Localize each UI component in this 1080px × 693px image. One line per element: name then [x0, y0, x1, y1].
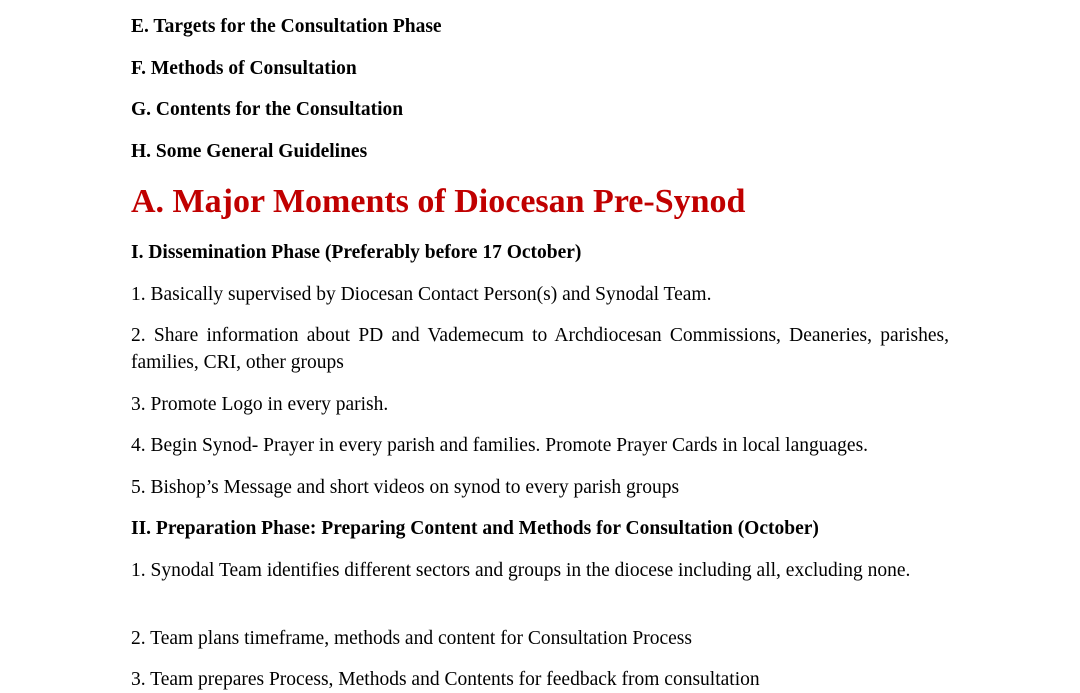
toc-item-methods: F. Methods of Consultation — [131, 58, 357, 79]
phase-1-item: 4. Begin Synod- Prayer in every parish and families. Promote Prayer Cards in local languages. — [131, 435, 869, 456]
phase-1-item: 5. Bishop’s Message and short videos on synod to every parish groups — [131, 477, 680, 498]
phase-2-item: 1. Synodal Team identifies different sectors and groups in the diocese including all, excluding none. — [131, 560, 911, 581]
phase-1-title: I. Dissemination Phase (Preferably before 17 October) — [131, 242, 582, 263]
toc-item-contents: G. Contents for the Consultation — [131, 99, 404, 120]
phase-2-title: II. Preparation Phase: Preparing Content and Methods for Consultation (October) — [131, 518, 819, 539]
phase-1-item: 1. Basically supervised by Diocesan Contact Person(s) and Synodal Team. — [131, 284, 712, 305]
phase-2-item: 3. Team prepares Process, Methods and Contents for feedback from consultation — [131, 669, 760, 690]
toc-item-targets: E. Targets for the Consultation Phase — [131, 16, 442, 37]
toc-item-guidelines: H. Some General Guidelines — [131, 141, 368, 162]
phase-1-item: 2. Share information about PD and Vademecum to Archdiocesan Commissions, Deaneries, parishes, families, CRI, other groups — [131, 325, 949, 373]
section-heading: A. Major Moments of Diocesan Pre-Synod — [131, 183, 746, 220]
phase-2-item: 2. Team plans timeframe, methods and content for Consultation Process — [131, 628, 692, 649]
phase-1-item: 3. Promote Logo in every parish. — [131, 394, 389, 415]
